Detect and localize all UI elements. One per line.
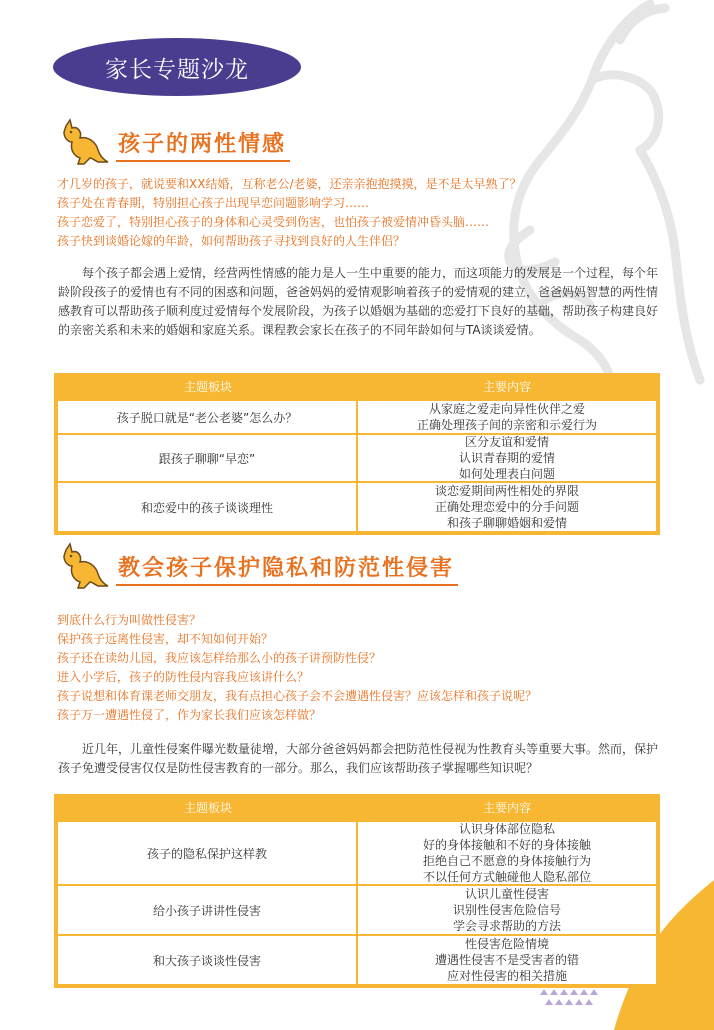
- table-row: [58, 433, 656, 481]
- row-content: [358, 822, 656, 884]
- row-topic: 和恋爱中的孩子谈谈理性: [58, 483, 358, 531]
- topic-table: [54, 373, 660, 535]
- content-line: 性侵害危险情境: [464, 937, 549, 951]
- question-item: 保护孩子远离性侵害，却不知如何开始？: [57, 632, 274, 646]
- row-content: [358, 936, 656, 984]
- question-item: 孩子还在读幼儿园，我应该怎样给那么小的孩子讲预防性侵？: [57, 651, 382, 665]
- content-line: 应对性侵害的相关措施: [446, 969, 567, 983]
- row-topic: 和大孩子谈谈性侵害: [58, 936, 358, 984]
- content-line: 学会寻求帮助的方法: [452, 919, 561, 933]
- salon-banner: [53, 38, 301, 96]
- row-content: [358, 886, 656, 934]
- content-line: 认识身体部位隐私: [458, 822, 555, 836]
- question-item: 到底什么行为叫做性侵害？: [57, 613, 202, 627]
- banner-title: 家长专题沙龙: [105, 56, 249, 83]
- table-header: [58, 794, 656, 820]
- table-row: [58, 934, 656, 984]
- row-topic: 跟孩子聊聊“早恋”: [58, 435, 358, 481]
- intro-paragraph: 近几年，儿童性侵案件曝光数量徒增，大部分爸爸妈妈都会把防范性侵视为性教育头等重要大事。然而，保护孩子免遭受侵害仅仅是防性侵害教育的一部分。那么，我们应该帮助孩子掌握哪些知识呢？: [58, 742, 659, 775]
- section-title: 教会孩子保护隐私和防范性侵害: [116, 551, 458, 586]
- kangaroo-icon: [58, 542, 110, 590]
- section-heading-love: [58, 118, 290, 166]
- table-header: [58, 373, 656, 399]
- row-topic: 孩子脱口就是“老公老婆”怎么办？: [58, 401, 358, 433]
- question-item: 孩子恋爱了，特别担心孩子的身体和心灵受到伤害，也怕孩子被爱情冲昏头脑……: [57, 215, 490, 229]
- table-row: [58, 820, 656, 884]
- question-item: 孩子处在青春期，特别担心孩子出现早恋问题影响学习……: [57, 196, 370, 210]
- content-line: 遭遇性侵害不是受害者的错: [434, 953, 579, 967]
- content-line: 区分友谊和爱情: [464, 435, 549, 449]
- row-content: [358, 401, 656, 433]
- content-line: 如何处理表白问题: [458, 467, 555, 481]
- header-topic: 主题板块: [183, 379, 232, 394]
- question-item: 才几岁的孩子，就说要和XX结婚，互称老公/老婆，还亲亲抱抱摸摸，是不是太早熟了？: [57, 177, 522, 191]
- content-line: 好的身体接触和不好的身体接触: [422, 838, 591, 852]
- content-line: 正确处理恋爱中的分手问题: [434, 500, 579, 514]
- topic-table: [54, 794, 660, 988]
- table-row: [58, 481, 656, 531]
- triangle-pattern-decoration: [540, 985, 630, 1015]
- table-row: [58, 884, 656, 934]
- question-list: [57, 611, 537, 725]
- content-line: 拒绝自己不愿意的身体接触行为: [422, 854, 591, 868]
- row-topic: 给小孩子讲讲性侵害: [58, 886, 358, 934]
- content-line: 谈恋爱期间两性相处的界限: [434, 484, 579, 498]
- intro-paragraph: 每个孩子都会遇上爱情，经营两性情感的能力是人一生中重要的能力，而这项能力的发展是一个过程，每个年龄阶段孩子的爱情也有不同的困惑和问题，爸爸妈妈的爱情观影响着孩子的爱情观的建立，爸爸妈妈智慧的两性情感教育可以帮助孩子顺利度过爱情每个发展阶段，为孩子以婚姻为基础的恋爱打下良好的基础，帮助孩子构建良好的亲密关系和未来的婚姻和家庭关系。课程教会家长在孩子的不同年龄如何与TA谈谈爱情。: [58, 266, 659, 337]
- question-item: 进入小学后，孩子的防性侵内容我应该讲什么？: [57, 670, 310, 684]
- content-line: 正确处理孩子间的亲密和示爱行为: [416, 418, 597, 432]
- section-heading-protection: [58, 542, 458, 590]
- content-line: 认识青春期的爱情: [458, 451, 555, 465]
- content-line: 和孩子聊聊婚姻和爱情: [446, 516, 567, 530]
- question-item: 孩子快到谈婚论嫁的年龄，如何帮助孩子寻找到良好的人生伴侣？: [57, 234, 406, 248]
- header-topic: 主题板块: [183, 800, 232, 815]
- content-line: 不以任何方式触碰他人隐私部位: [422, 870, 591, 884]
- kangaroo-icon: [58, 118, 110, 166]
- question-list: [57, 175, 522, 251]
- question-item: 孩子说想和体育课老师交朋友，我有点担心孩子会不会遭遇性侵害？应该怎样和孩子说呢？: [57, 689, 538, 703]
- row-topic: 孩子的隐私保护这样教: [58, 822, 358, 884]
- header-content: 主要内容: [482, 379, 531, 394]
- table-row: [58, 399, 656, 433]
- row-content: [358, 435, 656, 481]
- content-line: 认识儿童性侵害: [464, 887, 549, 901]
- content-line: 识别性侵害危险信号: [452, 903, 561, 917]
- section-title: 孩子的两性情感: [116, 127, 290, 162]
- question-item: 孩子万一遭遇性侵了，作为家长我们应该怎样做？: [57, 708, 322, 722]
- header-content: 主要内容: [482, 800, 531, 815]
- content-line: 从家庭之爱走向异性伙伴之爱: [428, 402, 585, 416]
- row-content: [358, 483, 656, 531]
